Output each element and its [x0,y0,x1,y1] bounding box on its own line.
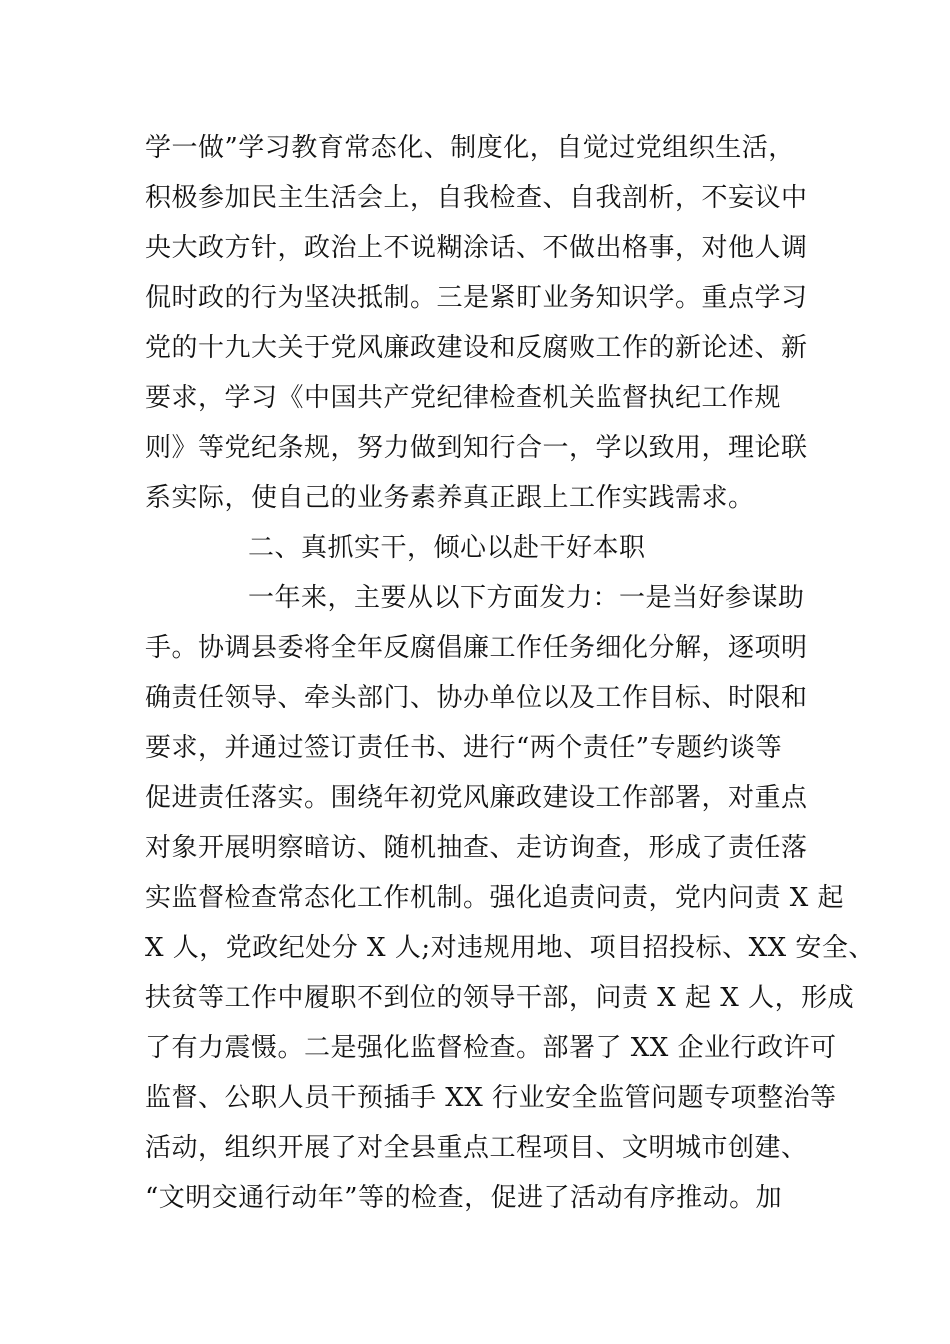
paragraph-line: 积极参加民主生活会上，自我检查、自我剖析，不妄议中 [145,183,808,213]
paragraph-line: 了有力震慑。二是强化监督检查。部署了 XX 企业行政许可 [145,1033,837,1063]
paragraph-line: “文明交通行动年”等的检查，促进了活动有序推动。加 [145,1183,783,1213]
paragraph-line: 央大政方针，政治上不说糊涂话、不做出格事，对他人调 [145,233,808,263]
paragraph-line: 监督、公职人员干预插手 XX 行业安全监管问题专项整治等 [145,1083,837,1113]
paragraph-line: 要求，学习《中国共产党纪律检查机关监督执纪工作规 [145,383,782,413]
paragraph-line: 要求，并通过签订责任书、进行“两个责任”专题约谈等 [145,733,783,763]
paragraph-line: 学一做”学习教育常态化、制度化，自觉过党组织生活， [145,133,795,163]
paragraph-line: 实监督检查常态化工作机制。强化追责问责，党内问责 X 起 [145,883,845,913]
paragraph-line: 侃时政的行为坚决抵制。三是紧盯业务知识学。重点学习 [145,283,808,313]
paragraph-line: 确责任领导、牵头部门、协办单位以及工作目标、时限和 [145,683,808,713]
paragraph-line: 促进责任落实。围绕年初党风廉政建设工作部署，对重点 [145,783,808,813]
paragraph-line: 手。协调县委将全年反腐倡廉工作任务细化分解，逐项明 [145,633,808,663]
paragraph-line: 则》等党纪条规，努力做到知行合一，学以致用，理论联 [145,433,808,463]
paragraph-line: 系实际，使自己的业务素养真正跟上工作实践需求。 [145,483,755,513]
section-heading: 二、真抓实干，倾心以赴干好本职 [248,533,646,563]
paragraph-line: 党的十九大关于党风廉政建设和反腐败工作的新论述、新 [145,333,808,363]
paragraph-line: 一年来，主要从以下方面发力：一是当好参谋助 [248,583,805,613]
paragraph-line: 活动，组织开展了对全县重点工程项目、文明城市创建、 [145,1133,808,1163]
paragraph-line: 扶贫等工作中履职不到位的领导干部，问责 X 起 X 人，形成 [145,983,855,1013]
paragraph-line: X 人，党政纪处分 X 人;对违规用地、项目招投标、XX 安全、 [145,933,875,963]
paragraph-line: 对象开展明察暗访、随机抽查、走访询查，形成了责任落 [145,833,808,863]
